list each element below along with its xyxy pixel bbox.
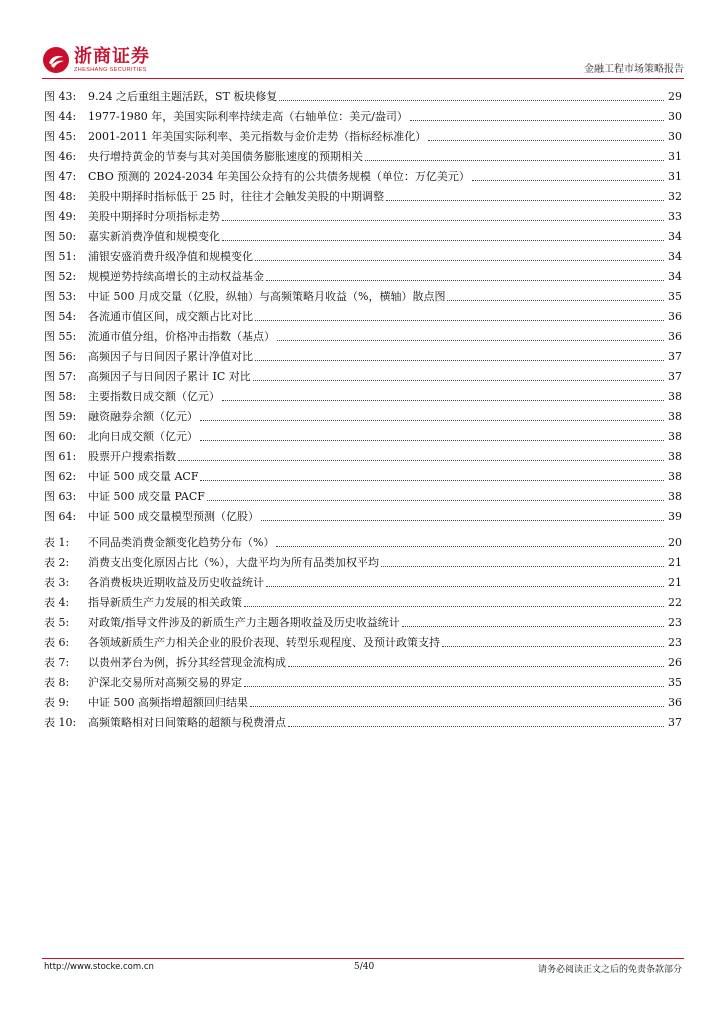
table-entry[interactable] <box>44 713 682 733</box>
figure-entry-title: 流通市值分组，价格冲击指数（基点） <box>88 330 275 343</box>
table-entry-title: 中证 500 高频指增超额回归结果 <box>88 696 248 709</box>
figure-entry[interactable] <box>44 247 682 267</box>
table-entry[interactable] <box>44 693 682 713</box>
figure-entry[interactable] <box>44 487 682 507</box>
table-entry-page: 23 <box>668 616 682 629</box>
figure-entry-page: 38 <box>668 470 682 483</box>
figure-entry-leader-dots <box>207 500 664 501</box>
table-entry-leader-dots <box>266 586 664 587</box>
table-entry-title: 以贵州茅台为例，拆分其经营现金流构成 <box>88 656 286 669</box>
figure-entry-page: 30 <box>668 110 682 123</box>
table-entry-page: 20 <box>668 536 682 549</box>
figure-entry[interactable] <box>44 187 682 207</box>
figure-entry-page: 34 <box>668 250 682 263</box>
table-list <box>44 533 682 733</box>
table-entry-label: 表 4: <box>44 596 70 609</box>
table-entry-leader-dots <box>442 646 664 647</box>
table-entry-page: 37 <box>668 716 682 729</box>
figure-entry-page: 38 <box>668 490 682 503</box>
figure-entry-title: 美股中期择时指标低于 25 时，往往才会触发美股的中期调整 <box>88 190 384 203</box>
figure-entry-leader-dots <box>472 180 664 181</box>
table-entry-page: 21 <box>668 556 682 569</box>
table-entry-label: 表 3: <box>44 576 70 589</box>
figure-entry-title: 中证 500 成交量模型预测（亿股） <box>88 510 259 523</box>
disclaimer-note: 请务必阅读正文之后的免责条款部分 <box>537 965 682 975</box>
table-entry-page: 36 <box>668 696 682 709</box>
figure-entry[interactable] <box>44 147 682 167</box>
figure-entry-label: 图 63: <box>44 490 77 503</box>
figure-entry-title: 北向日成交额（亿元） <box>88 430 198 443</box>
figure-entry-title: 股票开户搜索指数 <box>88 450 176 463</box>
figure-entry-leader-dots <box>410 120 664 121</box>
table-entry[interactable] <box>44 673 682 693</box>
figure-entry-leader-dots <box>200 420 664 421</box>
figure-entry-label: 图 51: <box>44 250 77 263</box>
figure-entry[interactable] <box>44 267 682 287</box>
page-header <box>42 44 684 76</box>
figure-entry-leader-dots <box>266 280 664 281</box>
figure-entry-label: 图 49: <box>44 210 77 223</box>
table-entry-leader-dots <box>244 606 664 607</box>
figure-entry-page: 32 <box>668 190 682 203</box>
figure-entry-label: 图 58: <box>44 390 77 403</box>
figure-entry[interactable] <box>44 427 682 447</box>
table-entry-page: 21 <box>668 576 682 589</box>
figure-entry-title: 9.24 之后重组主题活跃，ST 板块修复 <box>88 90 278 103</box>
table-entry-label: 表 6: <box>44 636 70 649</box>
table-entry-page: 22 <box>668 596 682 609</box>
figure-entry-title: 2001-2011 年美国实际利率、美元指数与金价走势（指标经标准化） <box>88 130 427 143</box>
figure-entry-label: 图 64: <box>44 510 77 523</box>
figure-entry[interactable] <box>44 107 682 127</box>
website-link[interactable]: http://www.stocke.com.cn <box>44 962 154 972</box>
table-entry[interactable] <box>44 613 682 633</box>
figure-entry-page: 38 <box>668 450 682 463</box>
table-entry-leader-dots <box>402 626 664 627</box>
table-entry-page: 35 <box>668 676 682 689</box>
figure-entry-page: 36 <box>668 330 682 343</box>
footer-divider <box>42 958 684 959</box>
figure-entry-leader-dots <box>277 340 664 341</box>
figure-entry-leader-dots <box>255 360 664 361</box>
figure-entry[interactable] <box>44 387 682 407</box>
figure-entry-leader-dots <box>255 260 664 261</box>
figure-entry-page: 34 <box>668 230 682 243</box>
figure-entry[interactable] <box>44 467 682 487</box>
figure-entry-page: 37 <box>668 350 682 363</box>
figure-entry-leader-dots <box>200 440 664 441</box>
table-entry-leader-dots <box>250 706 664 707</box>
figure-entry-page: 30 <box>668 130 682 143</box>
table-entry-label: 表 7: <box>44 656 70 669</box>
figure-entry[interactable] <box>44 287 682 307</box>
figure-list <box>44 87 682 527</box>
figure-entry-leader-dots <box>261 520 664 521</box>
report-type-label: 金融工程市场策略报告 <box>584 64 684 75</box>
table-entry-page: 23 <box>668 636 682 649</box>
figure-entry-page: 33 <box>668 210 682 223</box>
table-entry-label: 表 1: <box>44 536 70 549</box>
table-entry-leader-dots <box>288 666 664 667</box>
figure-entry-page: 39 <box>668 510 682 523</box>
figure-entry-leader-dots <box>222 240 664 241</box>
figure-entry[interactable] <box>44 127 682 147</box>
figure-entry-leader-dots <box>386 200 664 201</box>
figure-entry[interactable] <box>44 367 682 387</box>
figure-entry-title: 1977-1980 年，美国实际利率持续走高（右轴单位：美元/盎司） <box>88 110 408 123</box>
table-entry-title: 指导新质生产力发展的相关政策 <box>88 596 242 609</box>
figure-entry[interactable] <box>44 447 682 467</box>
figure-entry-leader-dots <box>222 400 664 401</box>
figure-entry[interactable] <box>44 87 682 107</box>
figure-entry-page: 38 <box>668 410 682 423</box>
figure-entry-label: 图 53: <box>44 290 77 303</box>
figure-entry-page: 36 <box>668 310 682 323</box>
table-entry-label: 表 9: <box>44 696 70 709</box>
table-entry-title: 对政策/指导文件涉及的新质生产力主题各期收益及历史收益统计 <box>88 616 400 629</box>
figure-entry-page: 35 <box>668 290 682 303</box>
figure-entry-label: 图 59: <box>44 410 77 423</box>
logo-english-name: ZHESHANG SECURITIES <box>74 66 147 73</box>
figure-entry[interactable] <box>44 307 682 327</box>
figure-entry-leader-dots <box>255 320 664 321</box>
figure-entry-title: 中证 500 成交量 ACF <box>88 470 199 483</box>
table-entry-page: 26 <box>668 656 682 669</box>
table-entry[interactable] <box>44 553 682 573</box>
figure-entry-leader-dots <box>447 300 664 301</box>
figure-entry-page: 38 <box>668 430 682 443</box>
table-entry[interactable] <box>44 633 682 653</box>
figure-entry-title: 中证 500 成交量 PACF <box>88 490 205 503</box>
figure-entry-title: 美股中期择时分项指标走势 <box>88 210 220 223</box>
figure-entry-label: 图 47: <box>44 170 77 183</box>
figure-entry-label: 图 62: <box>44 470 77 483</box>
figure-entry-title: 中证 500 月成交量（亿股，纵轴）与高频策略月收益（%，横轴）散点图 <box>88 290 446 303</box>
figure-entry[interactable] <box>44 407 682 427</box>
figure-entry-label: 图 61: <box>44 450 77 463</box>
logo-icon <box>42 46 70 74</box>
table-entry-title: 不同品类消费金额变化趋势分布（%） <box>88 536 275 549</box>
table-entry-leader-dots <box>276 546 664 547</box>
table-entry[interactable] <box>44 653 682 673</box>
table-entry-title: 消费支出变化原因占比（%），大盘平均为所有品类加权平均 <box>88 556 379 569</box>
figure-entry-page: 31 <box>668 170 682 183</box>
figure-entry[interactable] <box>44 347 682 367</box>
table-entry-title: 高频策略相对日间策略的超额与税费滑点 <box>88 716 286 729</box>
figure-entry-leader-dots <box>178 460 664 461</box>
figure-entry-title: 嘉实新消费净值和规模变化 <box>88 230 220 243</box>
figure-entry-leader-dots <box>428 140 664 141</box>
figure-entry[interactable] <box>44 207 682 227</box>
figure-entry-leader-dots <box>200 480 664 481</box>
figure-entry-title: 高频因子与日间因子累计净值对比 <box>88 350 253 363</box>
figure-entry-page: 38 <box>668 390 682 403</box>
figure-entry-title: 高频因子与日间因子累计 IC 对比 <box>88 370 251 383</box>
table-entry-label: 表 10: <box>44 716 77 729</box>
table-entry-label: 表 5: <box>44 616 70 629</box>
figure-entry-title: 主要指数日成交额（亿元） <box>88 390 220 403</box>
figure-entry[interactable] <box>44 327 682 347</box>
figure-entry-title: 各流通市值区间，成交额占比对比 <box>88 310 253 323</box>
figure-entry-title: 央行增持黄金的节奏与其对美国债务膨胀速度的预期相关 <box>88 150 363 163</box>
figure-entry-label: 图 45: <box>44 130 77 143</box>
table-entry-label: 表 2: <box>44 556 70 569</box>
figure-entry[interactable] <box>44 167 682 187</box>
figure-entry-label: 图 55: <box>44 330 77 343</box>
figure-entry-label: 图 46: <box>44 150 77 163</box>
table-entry[interactable] <box>44 533 682 553</box>
figure-entry-label: 图 60: <box>44 430 77 443</box>
figure-entry-label: 图 52: <box>44 270 77 283</box>
figure-entry-page: 34 <box>668 270 682 283</box>
table-entry-leader-dots <box>288 726 664 727</box>
figure-entry-label: 图 43: <box>44 90 77 103</box>
table-entry-leader-dots <box>244 686 664 687</box>
figure-entry-leader-dots <box>365 160 664 161</box>
figure-entry-page: 31 <box>668 150 682 163</box>
figure-entry[interactable] <box>44 507 682 527</box>
figure-entry-page: 37 <box>668 370 682 383</box>
page-footer <box>42 962 684 976</box>
table-entry-title: 各消费板块近期收益及历史收益统计 <box>88 576 264 589</box>
table-entry[interactable] <box>44 593 682 613</box>
figure-entry-title: CBO 预测的 2024-2034 年美国公众持有的公共债务规模（单位：万亿美元） <box>88 170 470 183</box>
figure-entry-label: 图 54: <box>44 310 77 323</box>
logo-chinese-name: 浙商证券 <box>74 45 150 67</box>
figure-entry-title: 规模逆势持续高增长的主动权益基金 <box>88 270 264 283</box>
figure-entry[interactable] <box>44 227 682 247</box>
figure-entry-label: 图 56: <box>44 350 77 363</box>
company-logo <box>42 44 150 76</box>
figure-entry-title: 浦银安盛消费升级净值和规模变化 <box>88 250 253 263</box>
page-number: 5/40 <box>354 962 375 972</box>
figure-entry-title: 融资融券余额（亿元） <box>88 410 198 423</box>
header-divider <box>42 78 684 79</box>
table-entry-leader-dots <box>381 566 664 567</box>
figure-entry-page: 29 <box>668 90 682 103</box>
figure-entry-leader-dots <box>222 220 664 221</box>
figure-entry-label: 图 50: <box>44 230 77 243</box>
table-entry[interactable] <box>44 573 682 593</box>
table-entry-title: 沪深北交易所对高频交易的界定 <box>88 676 242 689</box>
figure-entry-label: 图 57: <box>44 370 77 383</box>
table-entry-title: 各领域新质生产力相关企业的股价表现、转型乐观程度、及预计政策支持 <box>88 636 440 649</box>
figure-entry-label: 图 44: <box>44 110 77 123</box>
table-entry-label: 表 8: <box>44 676 70 689</box>
figure-entry-leader-dots <box>279 100 664 101</box>
figure-entry-label: 图 48: <box>44 190 77 203</box>
figure-entry-leader-dots <box>253 380 664 381</box>
